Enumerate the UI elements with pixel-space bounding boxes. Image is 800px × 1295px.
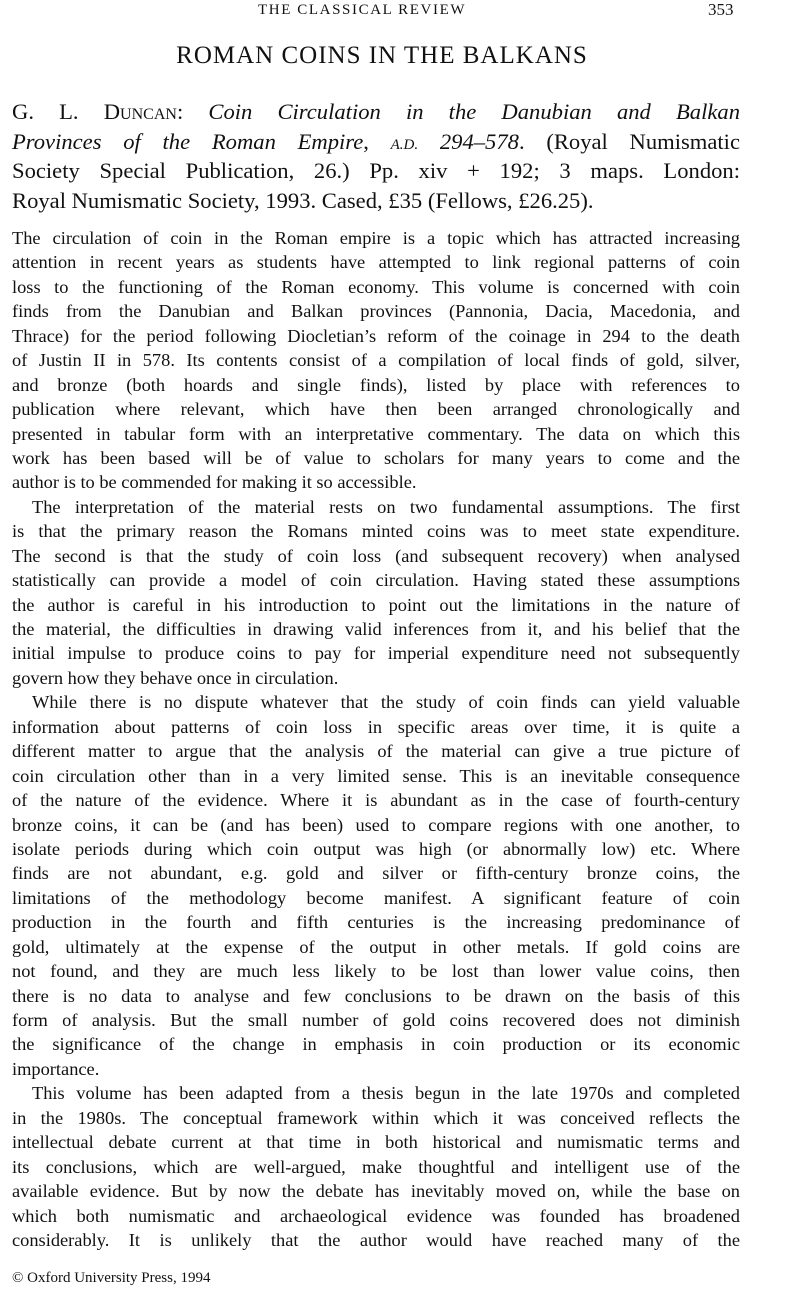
citation-segment: Provinces of the Roman Empire — [12, 128, 364, 154]
page-number: 353 — [708, 0, 734, 19]
text-line: While there is no dispute whatever that the study of coin finds can yield valuable — [32, 692, 740, 713]
text-line: its conclusions, which are well-argued, make thoughtful and intelligent use of the — [12, 1156, 740, 1177]
citation-segment: Royal Numismatic Society, 1993. Cased, £35 (Fellows, £26.25). — [12, 187, 594, 213]
citation-line — [12, 127, 740, 157]
text-line: govern how they behave once in circulation. — [12, 667, 339, 688]
citation-segment: Duncan — [103, 99, 177, 124]
citation-line — [12, 156, 740, 186]
text-line: the material, the difficulties in drawing valid inferences from it, and his belief that the — [12, 619, 740, 639]
text-line: author is to be commended for making it so accessible. — [12, 472, 417, 493]
paragraph — [12, 226, 740, 495]
text-line: the significance of the change in emphasis in coin production or its economic — [12, 1034, 740, 1055]
text-line: initial impulse to produce coins to pay for imperial expenditure need not subsequently — [12, 643, 740, 664]
text-line: This volume has been adapted from a thesis begun in the late 1970s and completed — [32, 1083, 740, 1104]
text-line: considerably. It is unlikely that the author would have reached many of the — [12, 1229, 740, 1250]
citation-segment: G. L. — [12, 99, 104, 124]
text-line: finds are not abundant, e.g. gold and silver or fifth-century bronze coins, the — [12, 863, 740, 884]
text-line: isolate periods during which coin output was high (or abnormally low) etc. Where — [12, 838, 740, 859]
text-line: importance. — [12, 1058, 100, 1079]
text-line: different matter to argue that the analysis of the material can give a true picture of — [12, 741, 740, 762]
citation-segment: Coin Circulation in the Danubian and Balkan — [208, 99, 740, 124]
text-line: The interpretation of the material rests on two fundamental assumptions. The first — [32, 496, 740, 517]
citation-line — [12, 186, 740, 216]
text-line: The circulation of coin in the Roman empire is a topic which has attracted increasing — [12, 228, 740, 248]
text-line: which both numismatic and archaeological evidence was founded has broadened — [12, 1205, 740, 1226]
book-citation — [12, 97, 740, 215]
text-line: work has been based will be of value to scholars for many years to come and the — [12, 447, 740, 468]
text-line: information about patterns of coin loss in specific areas over time, it is quite a — [12, 716, 740, 737]
article-title: ROMAN COINS IN THE BALKANS — [176, 42, 588, 69]
text-line: available evidence. But by now the debate has inevitably moved on, while the base on — [12, 1181, 740, 1202]
text-line: attention in recent years as students have attempted to link regional patterns of coin — [12, 252, 740, 273]
text-line: not found, and they are much less likely to be lost than lower value coins, then — [12, 961, 740, 982]
citation-segment: , — [363, 128, 391, 154]
text-line: in the 1980s. The conceptual framework within which it was conceived reflects the — [12, 1107, 740, 1128]
text-line: Thrace) for the period following Diocletian’s reform of the coinage in 294 to the death — [12, 325, 740, 346]
text-line: production in the fourth and fifth centuries is the increasing predominance of — [12, 912, 740, 933]
journal-name: THE CLASSICAL REVIEW — [258, 2, 467, 18]
text-line: is that the primary reason the Romans minted coins was to meet state expenditure. — [12, 521, 740, 542]
text-line: there is no data to analyse and few conclusions to be drawn on the basis of this — [12, 985, 740, 1006]
citation-segment: : — [176, 99, 209, 124]
citation-line — [12, 97, 740, 127]
text-line: limitations of the methodology become manifest. A significant feature of coin — [12, 887, 740, 908]
text-line: statistically can provide a model of coin circulation. Having stated these assumptions — [12, 570, 740, 591]
text-line: gold, ultimately at the expense of the output in other metals. If gold coins are — [12, 936, 740, 957]
text-line: of the nature of the evidence. Where it is abundant as in the case of fourth-century — [12, 790, 740, 811]
paragraph — [12, 690, 740, 1081]
citation-segment: . (Royal Numismatic — [518, 128, 740, 154]
text-line: publication where relevant, which have then been arranged chronologically and — [12, 399, 740, 420]
citation-segment: A.D. — [390, 136, 419, 153]
citation-segment: Society Special Publication, 26.) Pp. xiv + 192; 3 maps. London: — [12, 158, 740, 183]
text-line: the author is careful in his introduction to point out the limitations in the nature of — [12, 594, 740, 615]
citation-segment: 294–578 — [418, 128, 519, 154]
text-line: finds from the Danubian and Balkan provinces (Pannonia, Dacia, Macedonia, and — [12, 301, 740, 322]
text-line: bronze coins, it can be (and has been) used to compare regions with one another, to — [12, 814, 740, 835]
text-line: The second is that the study of coin loss (and subsequent recovery) when analysed — [12, 545, 740, 566]
review-body — [12, 226, 740, 1252]
text-line: loss to the functioning of the Roman economy. This volume is concerned with coin — [12, 276, 740, 297]
paragraph — [12, 495, 740, 691]
text-line: of Justin II in 578. Its contents consist of a compilation of local finds of gold, silver, — [12, 350, 740, 371]
text-line: intellectual debate current at that time in both historical and numismatic terms and — [12, 1132, 740, 1153]
paragraph — [12, 1081, 740, 1252]
text-line: coin circulation other than in a very limited sense. This is an inevitable consequence — [12, 765, 740, 786]
text-line: form of analysis. But the small number of gold coins recovered does not diminish — [12, 1010, 740, 1030]
copyright-notice: © Oxford University Press, 1994 — [12, 1270, 211, 1286]
text-line: and bronze (both hoards and single finds), listed by place with references to — [12, 374, 740, 395]
text-line: presented in tabular form with an interpretative commentary. The data on which this — [12, 423, 740, 444]
running-head — [0, 0, 800, 24]
